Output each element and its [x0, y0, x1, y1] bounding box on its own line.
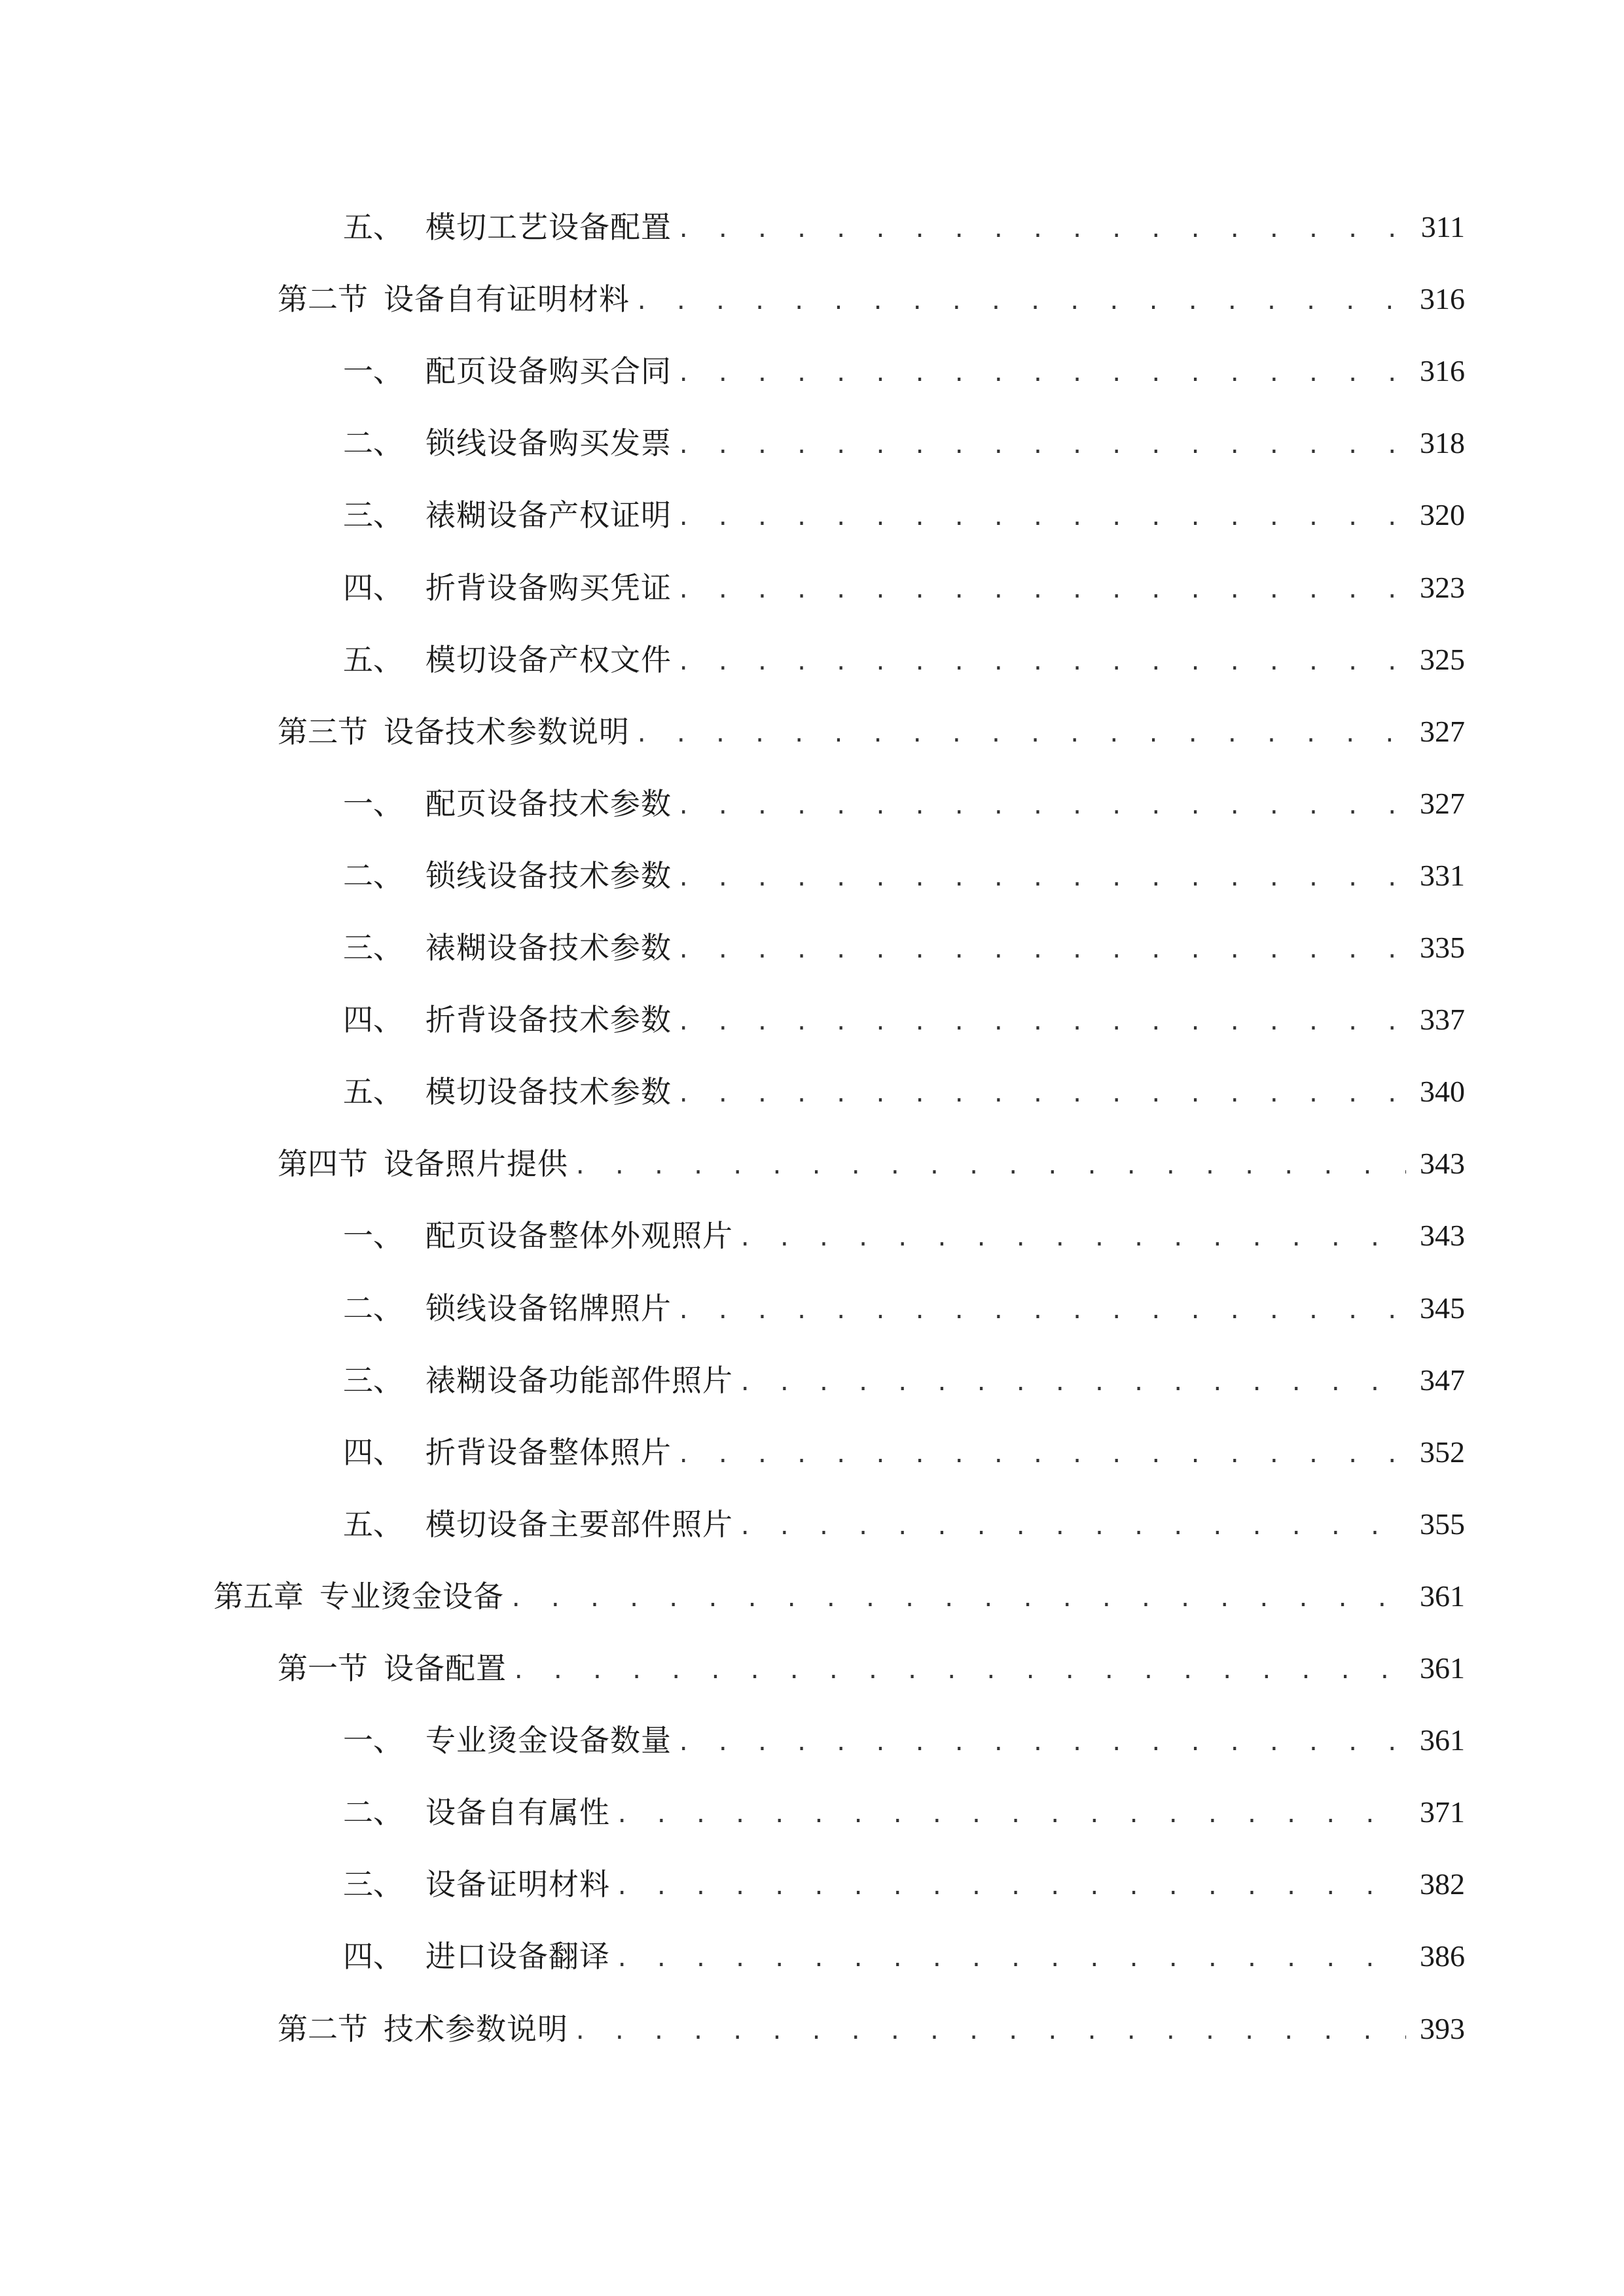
- toc-entry[interactable]: [343, 1847, 1465, 1902]
- toc-entry-title: 设备技术参数说明: [384, 714, 630, 749]
- toc-entry-page-number: 325: [1420, 643, 1465, 676]
- toc-entry-number: 四、: [343, 1435, 403, 1470]
- toc-entry-number: 第二节: [278, 2011, 368, 2047]
- toc-entry-page-number: 382: [1420, 1867, 1465, 1901]
- toc-entry-number: 二、: [343, 425, 403, 461]
- toc-entry[interactable]: [343, 1919, 1465, 1974]
- toc-entry-page-number: 327: [1420, 787, 1465, 820]
- toc-entry-number: 三、: [343, 497, 403, 533]
- toc-entry[interactable]: [278, 1126, 1465, 1179]
- toc-entry-page-number: 327: [1420, 715, 1465, 748]
- toc-entry[interactable]: [343, 1415, 1465, 1470]
- toc-entry[interactable]: [343, 1054, 1465, 1107]
- toc-entry-number: 一、: [343, 786, 403, 821]
- toc-entry-page-number: 320: [1420, 498, 1465, 531]
- toc-entry-title: 配页设备整体外观照片: [425, 1218, 733, 1253]
- toc-entry-page-number: 323: [1420, 571, 1465, 604]
- toc-entry-title: 模切设备技术参数: [425, 1074, 672, 1109]
- toc-entry-title: 设备照片提供: [384, 1146, 568, 1181]
- toc-entry-page-number: 386: [1420, 1939, 1465, 1973]
- toc-entry-number: 五、: [343, 642, 403, 677]
- toc-dot-leader: [677, 1300, 1406, 1323]
- toc-entry[interactable]: [343, 910, 1465, 963]
- toc-entry-title: 设备自有证明材料: [384, 281, 630, 317]
- toc-dot-leader: [573, 1155, 1406, 1179]
- toc-dot-leader: [615, 1948, 1406, 1971]
- toc-entry[interactable]: [343, 622, 1465, 675]
- toc-entry-page-number: 361: [1420, 1723, 1465, 1757]
- toc-entry-title: 配页设备购买合同: [425, 353, 672, 389]
- toc-entry[interactable]: [343, 1198, 1465, 1251]
- toc-dot-leader: [677, 795, 1406, 819]
- toc-dot-leader: [677, 867, 1406, 891]
- toc-dot-leader: [509, 1588, 1406, 1611]
- toc-entry-number: 二、: [343, 858, 403, 893]
- toc-entry-page-number: 337: [1420, 1003, 1465, 1036]
- toc-entry-title: 锁线设备购买发票: [425, 425, 672, 461]
- toc-entry-title: 锁线设备技术参数: [425, 858, 672, 893]
- toc-entry[interactable]: [343, 406, 1465, 461]
- toc-dot-leader: [677, 1011, 1406, 1035]
- toc-dot-leader: [677, 363, 1406, 386]
- toc-entry-number: 三、: [343, 930, 403, 965]
- toc-entry-title: 模切工艺设备配置: [425, 209, 672, 245]
- toc-entry-number: 二、: [343, 1795, 403, 1830]
- toc-dot-leader: [573, 2020, 1406, 2044]
- toc-entry-title: 裱糊设备产权证明: [425, 497, 672, 533]
- toc-dot-leader: [677, 219, 1406, 242]
- toc-entry-title: 裱糊设备功能部件照片: [425, 1363, 733, 1398]
- toc-dot-leader: [738, 1372, 1406, 1395]
- toc-entry[interactable]: [343, 190, 1465, 245]
- toc-entry[interactable]: [343, 1703, 1465, 1758]
- toc-dot-leader: [677, 507, 1406, 530]
- toc-entry-page-number: 343: [1420, 1147, 1465, 1180]
- toc-entry[interactable]: [213, 1559, 1465, 1614]
- toc-dot-leader: [512, 1660, 1406, 1683]
- toc-entry[interactable]: [343, 334, 1465, 389]
- toc-entry[interactable]: [278, 1992, 1465, 2047]
- toc-dot-leader: [635, 723, 1406, 747]
- toc-dot-leader: [677, 651, 1406, 675]
- toc-entry[interactable]: [278, 262, 1465, 317]
- toc-entry-title: 锁线设备铭牌照片: [425, 1291, 672, 1326]
- toc-dot-leader: [677, 1083, 1406, 1107]
- toc-entry[interactable]: [343, 838, 1465, 891]
- toc-entry-number: 第一节: [278, 1651, 368, 1686]
- toc-entry-title: 折背设备整体照片: [425, 1435, 672, 1470]
- toc-entry-number: 第三节: [278, 714, 368, 749]
- toc-entry-title: 专业烫金设备: [319, 1579, 504, 1614]
- toc-entry-title: 模切设备主要部件照片: [425, 1507, 733, 1542]
- toc-entry-title: 专业烫金设备数量: [425, 1723, 672, 1758]
- toc-dot-leader: [615, 1804, 1406, 1827]
- toc-entry[interactable]: [343, 1343, 1465, 1398]
- toc-entry-number: 一、: [343, 353, 403, 389]
- toc-entry-title: 设备自有属性: [425, 1795, 610, 1830]
- toc-entry-page-number: 335: [1420, 931, 1465, 964]
- toc-dot-leader: [677, 939, 1406, 963]
- toc-entry-title: 折背设备购买凭证: [425, 570, 672, 605]
- toc-entry-title: 折背设备技术参数: [425, 1002, 672, 1037]
- toc-entry-page-number: 343: [1420, 1219, 1465, 1252]
- toc-entry-number: 第四节: [278, 1146, 368, 1181]
- toc-entry[interactable]: [343, 1271, 1465, 1326]
- toc-entry[interactable]: [343, 1487, 1465, 1542]
- toc-entry-page-number: 361: [1420, 1651, 1465, 1685]
- toc-entry-page-number: 331: [1420, 859, 1465, 892]
- toc-dot-leader: [738, 1516, 1406, 1539]
- toc-entry[interactable]: [343, 478, 1465, 533]
- toc-entry-title: 配页设备技术参数: [425, 786, 672, 821]
- toc-entry-number: 四、: [343, 570, 403, 605]
- toc-entry-number: 一、: [343, 1218, 403, 1253]
- toc-entry-page-number: 352: [1420, 1435, 1465, 1469]
- toc-entry-number: 第二节: [278, 281, 368, 317]
- toc-entry[interactable]: [343, 1775, 1465, 1830]
- toc-entry-page-number: 340: [1420, 1075, 1465, 1108]
- toc-entry-number: 四、: [343, 1002, 403, 1037]
- toc-entry-number: 五、: [343, 209, 403, 245]
- toc-dot-leader: [615, 1876, 1406, 1899]
- toc-dot-leader: [677, 579, 1406, 603]
- toc-entry-page-number: 393: [1420, 2012, 1465, 2045]
- toc-entry-number: 五、: [343, 1507, 403, 1542]
- toc-entry-number: 四、: [343, 1939, 403, 1974]
- toc-entry-number: 五、: [343, 1074, 403, 1109]
- toc-entry[interactable]: [343, 766, 1465, 819]
- toc-entry[interactable]: [278, 694, 1465, 747]
- toc-entry-title: 裱糊设备技术参数: [425, 930, 672, 965]
- toc-entry-page-number: 318: [1420, 426, 1465, 459]
- toc-entry-page-number: 311: [1420, 210, 1465, 243]
- toc-entry-number: 三、: [343, 1363, 403, 1398]
- toc-dot-leader: [677, 435, 1406, 458]
- toc-entry-page-number: 316: [1420, 282, 1465, 315]
- toc-entry-page-number: 345: [1420, 1291, 1465, 1325]
- toc-entry[interactable]: [343, 982, 1465, 1035]
- toc-entry-title: 模切设备产权文件: [425, 642, 672, 677]
- toc-entry-number: 二、: [343, 1291, 403, 1326]
- toc-entry-page-number: 316: [1420, 354, 1465, 387]
- toc-dot-leader: [677, 1444, 1406, 1467]
- toc-entry-title: 进口设备翻译: [425, 1939, 610, 1974]
- toc-entry-page-number: 371: [1420, 1795, 1465, 1829]
- toc-entry-number: 第五章: [213, 1579, 304, 1614]
- toc-entry-title: 技术参数说明: [384, 2011, 568, 2047]
- toc-dot-leader: [738, 1227, 1406, 1251]
- toc-entry-page-number: 361: [1420, 1579, 1465, 1613]
- toc-dot-leader: [635, 291, 1406, 314]
- toc-entry-title: 设备证明材料: [425, 1867, 610, 1902]
- toc-entry-title: 设备配置: [384, 1651, 507, 1686]
- toc-entry-page-number: 347: [1420, 1363, 1465, 1397]
- toc-entry[interactable]: [278, 1631, 1465, 1686]
- toc-entry-number: 三、: [343, 1867, 403, 1902]
- toc-entry[interactable]: [343, 550, 1465, 603]
- toc-entry-number: 一、: [343, 1723, 403, 1758]
- toc-entry-page-number: 355: [1420, 1507, 1465, 1541]
- toc-dot-leader: [677, 1732, 1406, 1755]
